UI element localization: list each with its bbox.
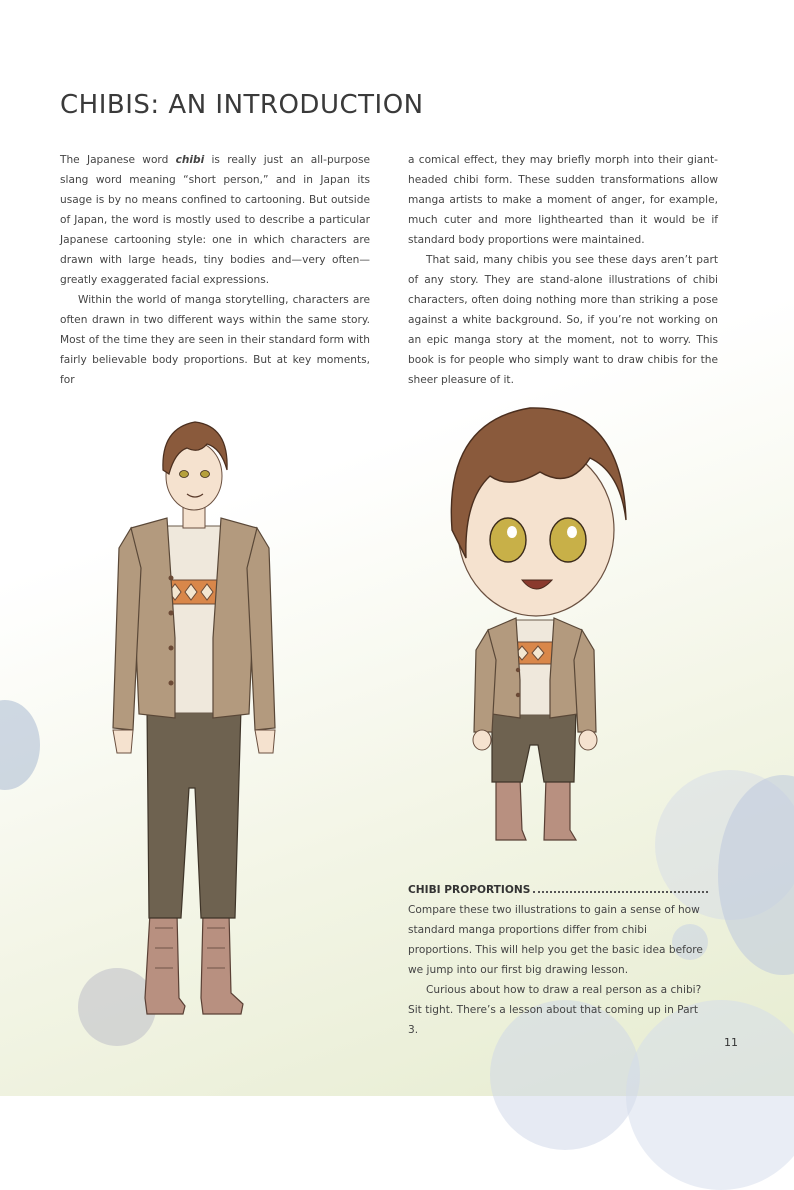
paragraph-2: Within the world of manga storytelling, characters are often drawn in two different ways within the same story. Most of the time they are seen in their standard form with fairly believable body proportions. But at key moments, for <box>60 294 370 386</box>
page-title: CHIBIS: AN INTRODUCTION <box>60 90 424 120</box>
page-number: 11 <box>724 1036 738 1049</box>
sidebar-paragraph-2: Curious about how to draw a real person as a chibi? Sit tight. There’s a lesson about that coming up in Part 3. <box>408 984 702 1036</box>
paragraph-1: The Japanese word chibi is really just an all-purpose slang word meaning “short person,” and in Japan its usage is by no means confined to cartooning. But outside of Japan, the word is mostly used to describe a particular Japanese cartooning style: one in which characters are drawn with large heads, tiny bodies and—very often—greatly exaggerated facial expressions. <box>60 154 370 286</box>
term-chibi: chibi <box>175 154 205 166</box>
sidebar-paragraph-1: Compare these two illustrations to gain a sense of how standard manga proportions differ from chibi proportions. This will help you get the basic idea before we jump into our first big drawing lesson. <box>408 904 703 976</box>
standard-proportion-figure <box>95 408 295 1028</box>
chibi-proportions-sidebar <box>408 880 708 1040</box>
paragraph-3: a comical effect, they may briefly morph into their giant-headed chibi form. These sudden transformations allow manga artists to make a moment of anger, for example, much cuter and more lighthearted than it would be if standard body proportions were maintained. <box>408 154 718 246</box>
dotted-leader <box>533 883 708 893</box>
sidebar-heading: CHIBI PROPORTIONS <box>408 880 708 900</box>
body-column-right <box>408 150 718 390</box>
body-column-left <box>60 150 370 390</box>
paragraph-4: That said, many chibis you see these days aren’t part of any story. They are stand-alone illustrations of chibi characters, often doing nothing more than striking a pose against a white background. So, if you’re not working on an epic manga story at the moment, not to worry. This book is for people who simply want to draw chibis for the sheer pleasure of it. <box>408 254 718 386</box>
chibi-proportion-figure <box>430 380 660 860</box>
